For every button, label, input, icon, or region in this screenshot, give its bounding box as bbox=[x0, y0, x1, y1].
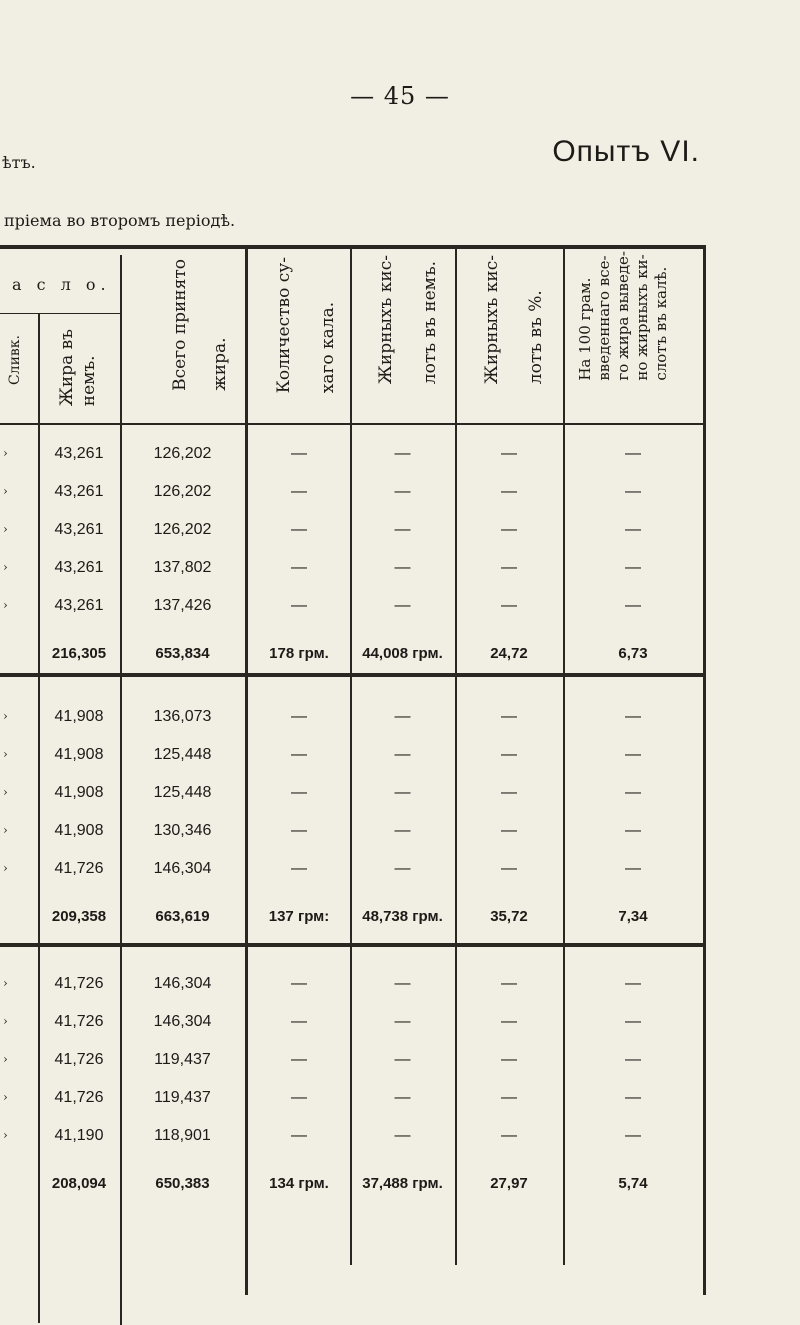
dash-cell: — bbox=[625, 445, 641, 462]
header-per100-line5: слотъ въ калѣ. bbox=[652, 266, 670, 381]
row-marker: › bbox=[3, 1052, 8, 1066]
dash-cell: — bbox=[625, 1013, 641, 1030]
dash-cell: — bbox=[625, 597, 641, 614]
dash-cell: — bbox=[291, 708, 307, 725]
header-fatty-acids bbox=[364, 255, 452, 384]
dash-cell: — bbox=[501, 445, 517, 462]
dash-cell: — bbox=[625, 521, 641, 538]
total-fat-cell: 126,202 bbox=[153, 483, 212, 500]
dash-cell: — bbox=[291, 1051, 307, 1068]
experiment-title: Опытъ VI. bbox=[552, 135, 700, 168]
row-marker: › bbox=[3, 976, 8, 990]
dash-cell: — bbox=[291, 559, 307, 576]
total-fat-cell: 126,202 bbox=[153, 521, 212, 538]
row-marker: › bbox=[3, 598, 8, 612]
dash-cell: — bbox=[291, 1127, 307, 1144]
sum-total-cell: 663,619 bbox=[155, 908, 210, 925]
dash-cell: — bbox=[394, 521, 411, 538]
sum-total-cell: 650,383 bbox=[155, 1175, 210, 1192]
sum-fat-cell: 209,358 bbox=[51, 908, 107, 925]
dash-cell: — bbox=[501, 1051, 517, 1068]
sum-pct-cell: 24,72 bbox=[490, 645, 528, 662]
total-fat-cell: 125,448 bbox=[153, 784, 212, 801]
dash-cell: — bbox=[625, 822, 641, 839]
dash-cell: — bbox=[394, 708, 411, 725]
header-chislo: а с л о. bbox=[12, 275, 111, 294]
dash-cell: — bbox=[501, 822, 517, 839]
dash-cell: — bbox=[501, 1127, 517, 1144]
dash-cell: — bbox=[291, 1013, 307, 1030]
dash-cell: — bbox=[394, 860, 411, 877]
dash-cell: — bbox=[291, 822, 307, 839]
sum-feces-cell: 134 грм. bbox=[269, 1175, 329, 1192]
table-right-border bbox=[703, 245, 706, 1295]
fat-cell: 41,726 bbox=[54, 975, 104, 992]
dash-cell: — bbox=[291, 860, 307, 877]
total-fat-cell: 136,073 bbox=[153, 708, 212, 725]
sum-fat-cell: 216,305 bbox=[51, 645, 107, 662]
sum-acids-cell: 48,738 грм. bbox=[362, 908, 443, 925]
row-marker: › bbox=[3, 785, 8, 799]
row-marker: › bbox=[3, 1014, 8, 1028]
dash-cell: — bbox=[291, 1089, 307, 1106]
data-table bbox=[0, 245, 705, 1295]
dash-cell: — bbox=[501, 746, 517, 763]
header-total-line1: Всего принято bbox=[170, 259, 190, 391]
sum-feces-cell: 178 грм. bbox=[269, 645, 329, 662]
header-fatty-acids-pct bbox=[470, 255, 558, 384]
dash-cell: — bbox=[394, 822, 411, 839]
header-col0: Сливк. bbox=[7, 335, 23, 386]
dash-cell: — bbox=[291, 483, 307, 500]
dash-cell: — bbox=[394, 784, 411, 801]
sum-total-cell: 653,834 bbox=[155, 645, 210, 662]
total-fat-cell: 146,304 bbox=[153, 1013, 212, 1030]
header-fat-line2: немъ. bbox=[79, 355, 99, 407]
dash-cell: — bbox=[394, 445, 411, 462]
fat-cell: 41,908 bbox=[54, 746, 104, 763]
row-marker: › bbox=[3, 861, 8, 875]
dash-cell: — bbox=[625, 1089, 641, 1106]
dash-cell: — bbox=[394, 746, 411, 763]
fat-cell: 41,908 bbox=[54, 822, 104, 839]
fat-cell: 41,908 bbox=[54, 708, 104, 725]
header-total-line2: жира. bbox=[210, 337, 230, 391]
total-fat-cell: 137,802 bbox=[153, 559, 212, 576]
header-left-fragment: ѣтъ. bbox=[2, 153, 36, 172]
header-acids-line1: Жирныхъ кис- bbox=[376, 255, 396, 385]
sum-fat-cell: 208,094 bbox=[51, 1175, 107, 1192]
fat-cell: 41,726 bbox=[54, 1013, 104, 1030]
dash-cell: — bbox=[291, 597, 307, 614]
dash-cell: — bbox=[291, 521, 307, 538]
total-fat-cell: 130,346 bbox=[153, 822, 212, 839]
row-marker: › bbox=[3, 747, 8, 761]
header-fat-line1: Жира въ bbox=[57, 329, 77, 407]
fat-cell: 41,908 bbox=[54, 784, 104, 801]
sum-pct-cell: 35,72 bbox=[490, 908, 528, 925]
fat-cell: 43,261 bbox=[54, 597, 104, 614]
row-marker: › bbox=[3, 1128, 8, 1142]
dash-cell: — bbox=[394, 1089, 411, 1106]
row-marker: › bbox=[3, 823, 8, 837]
group-separator-2 bbox=[0, 943, 705, 947]
dash-cell: — bbox=[625, 784, 641, 801]
sum-per100-cell: 7,34 bbox=[618, 908, 648, 925]
dash-cell: — bbox=[625, 483, 641, 500]
sum-per100-cell: 5,74 bbox=[618, 1175, 648, 1192]
fat-cell: 43,261 bbox=[54, 445, 104, 462]
sum-per100-cell: 6,73 bbox=[618, 645, 648, 662]
total-fat-cell: 118,901 bbox=[154, 1127, 211, 1144]
row-marker: › bbox=[3, 560, 8, 574]
fat-cell: 41,190 bbox=[54, 1127, 104, 1144]
total-fat-cell: 137,426 bbox=[153, 597, 212, 614]
fat-cell: 41,726 bbox=[54, 860, 104, 877]
header-per-100 bbox=[576, 251, 671, 381]
table-subtitle: пріема во второмъ періодѣ. bbox=[4, 211, 236, 230]
dash-cell: — bbox=[394, 975, 411, 992]
header-fat bbox=[56, 329, 100, 406]
fat-cell: 43,261 bbox=[54, 521, 104, 538]
dash-cell: — bbox=[291, 784, 307, 801]
fat-cell: 43,261 bbox=[54, 483, 104, 500]
fat-cell: 41,726 bbox=[54, 1051, 104, 1068]
total-fat-cell: 125,448 bbox=[153, 746, 212, 763]
header-per100-line4: но жирныхъ ки- bbox=[633, 254, 651, 381]
chislo-divider bbox=[0, 313, 120, 314]
dash-cell: — bbox=[501, 559, 517, 576]
header-feces-line2: хаго кала. bbox=[318, 301, 338, 394]
header-bottom-border bbox=[0, 423, 705, 425]
header-pct-line2: лотъ въ %. bbox=[526, 290, 546, 385]
row-marker: › bbox=[3, 522, 8, 536]
dash-cell: — bbox=[501, 1089, 517, 1106]
fat-cell: 43,261 bbox=[54, 559, 104, 576]
dash-cell: — bbox=[625, 860, 641, 877]
total-fat-cell: 146,304 bbox=[153, 975, 212, 992]
dash-cell: — bbox=[291, 746, 307, 763]
dash-cell: — bbox=[394, 1127, 411, 1144]
fat-cell: 41,726 bbox=[54, 1089, 104, 1106]
dash-cell: — bbox=[394, 1051, 411, 1068]
dash-cell: — bbox=[394, 483, 411, 500]
dash-cell: — bbox=[625, 1127, 641, 1144]
dash-cell: — bbox=[501, 708, 517, 725]
dash-cell: — bbox=[625, 708, 641, 725]
dash-cell: — bbox=[625, 559, 641, 576]
dash-cell: — bbox=[394, 597, 411, 614]
header-acids-line2: лотъ въ немъ. bbox=[420, 260, 440, 385]
dash-cell: — bbox=[501, 483, 517, 500]
sum-acids-cell: 44,008 грм. bbox=[362, 645, 443, 662]
total-fat-cell: 146,304 bbox=[153, 860, 212, 877]
sum-feces-cell: 137 грм: bbox=[268, 908, 330, 925]
dash-cell: — bbox=[291, 975, 307, 992]
total-fat-cell: 126,202 bbox=[153, 445, 212, 462]
dash-cell: — bbox=[501, 860, 517, 877]
header-per100-line1: На 100 грам. bbox=[576, 277, 594, 381]
dash-cell: — bbox=[501, 597, 517, 614]
dash-cell: — bbox=[291, 445, 307, 462]
row-marker: › bbox=[3, 1090, 8, 1104]
sum-acids-cell: 37,488 грм. bbox=[362, 1175, 443, 1192]
dash-cell: — bbox=[501, 784, 517, 801]
page-number: — 45 — bbox=[350, 82, 450, 110]
group-separator-1 bbox=[0, 673, 705, 677]
row-marker: › bbox=[3, 446, 8, 460]
sum-pct-cell: 27,97 bbox=[490, 1175, 528, 1192]
dash-cell: — bbox=[625, 746, 641, 763]
dash-cell: — bbox=[501, 975, 517, 992]
header-per100-line3: го жира выведе- bbox=[614, 251, 632, 381]
header-per100-line2: введеннаго все- bbox=[595, 255, 613, 381]
dash-cell: — bbox=[394, 559, 411, 576]
dash-cell: — bbox=[501, 521, 517, 538]
dash-cell: — bbox=[501, 1013, 517, 1030]
dash-cell: — bbox=[625, 975, 641, 992]
total-fat-cell: 119,437 bbox=[154, 1051, 211, 1068]
table-top-border bbox=[0, 245, 705, 249]
header-total-fat bbox=[160, 259, 240, 391]
header-pct-line1: Жирныхъ кис- bbox=[482, 255, 502, 385]
row-marker: › bbox=[3, 709, 8, 723]
dash-cell: — bbox=[625, 1051, 641, 1068]
header-feces-line1: Количество су- bbox=[274, 257, 294, 394]
header-dry-feces bbox=[262, 257, 350, 393]
col-divider-1 bbox=[38, 313, 40, 1323]
total-fat-cell: 119,437 bbox=[154, 1089, 211, 1106]
dash-cell: — bbox=[394, 1013, 411, 1030]
row-marker: › bbox=[3, 484, 8, 498]
